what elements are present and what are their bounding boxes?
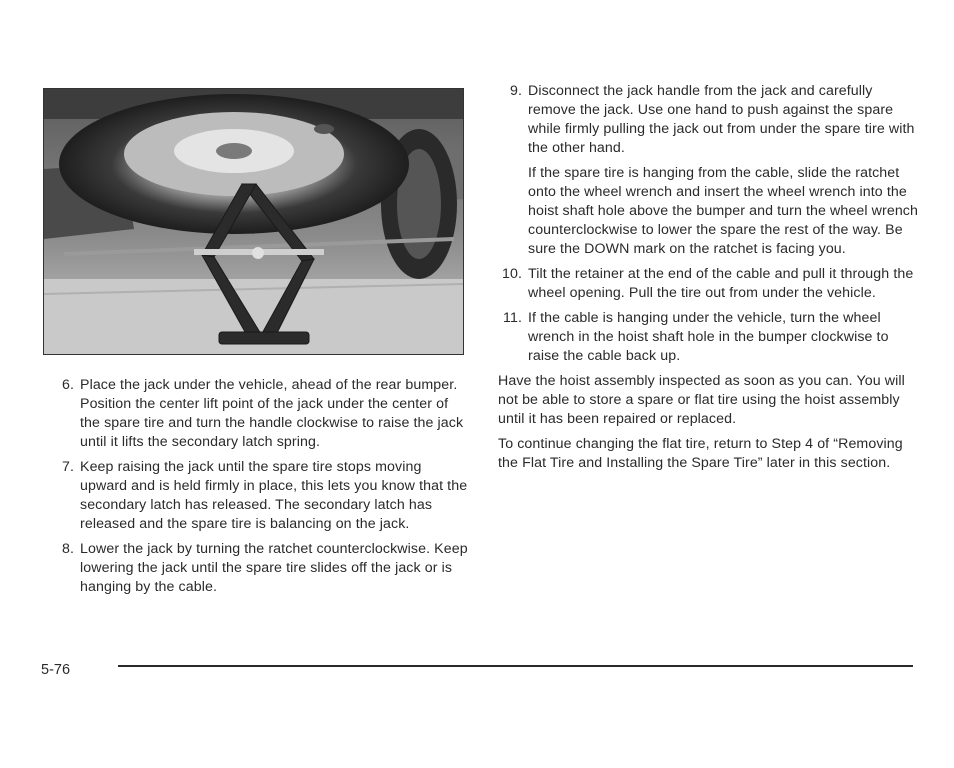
step-9-note: If the spare tire is hanging from the cable, slide the ratchet onto the wheel wrench and insert the wheel wrench into the hoist shaft hole above the bumper and turn the wheel wrench counterclockwise to lower the spare the rest of the way. Be sure the DOWN mark on the ratchet is facing you. — [528, 165, 918, 257]
step-number: 7. — [61, 459, 74, 475]
left-column — [50, 376, 470, 603]
step-text: Lower the jack by turning the ratchet counterclockwise. Keep lowering the jack until the spare tire slides off the jack or is hanging by the cable. — [80, 541, 468, 595]
continue-instructions-paragraph: To continue changing the flat tire, return to Step 4 of “Removing the Flat Tire and Installing the Spare Tire” later in this section. — [498, 436, 903, 471]
jack-under-spare-tire-photo — [43, 88, 464, 355]
step-6 — [50, 376, 470, 452]
step-number: 6. — [61, 377, 74, 393]
step-text: Keep raising the jack until the spare tire stops moving upward and is held firmly in place, this lets you know that the secondary latch has released. The secondary latch has released and the spare tire is balancing on the jack. — [80, 459, 468, 532]
step-number: 10. — [501, 266, 522, 282]
hoist-inspection-paragraph: Have the hoist assembly inspected as soon as you can. You will not be able to store a spare or flat tire using the hoist assembly until it has been repaired or replaced. — [498, 373, 905, 427]
step-number: 11. — [503, 310, 522, 326]
page-number: 5-76 — [41, 662, 71, 678]
step-8 — [50, 540, 470, 597]
step-text: If the cable is hanging under the vehicle, turn the wheel wrench in the hoist shaft hole in the bumper clockwise to raise the cable back up. — [528, 310, 889, 364]
step-number: 8. — [61, 541, 74, 557]
step-9 — [498, 82, 918, 158]
step-10 — [498, 265, 918, 303]
step-11 — [498, 309, 918, 366]
step-number: 9. — [509, 83, 522, 99]
right-column — [498, 82, 918, 479]
step-7 — [50, 458, 470, 534]
step-text: Disconnect the jack handle from the jack and carefully remove the jack. Use one hand to push against the spare while firmly pulling the jack out from under the spare tire with the other hand. — [528, 83, 915, 156]
footer-divider — [118, 665, 913, 667]
photo-illustration — [44, 89, 463, 354]
step-text: Tilt the retainer at the end of the cable and pull it through the wheel opening. Pull the tire out from under the vehicle. — [528, 266, 914, 301]
step-text: Place the jack under the vehicle, ahead of the rear bumper. Position the center lift point of the jack under the center of the spare tire and turn the handle clockwise to raise the jack until it lifts the secondary latch spring. — [80, 377, 464, 450]
